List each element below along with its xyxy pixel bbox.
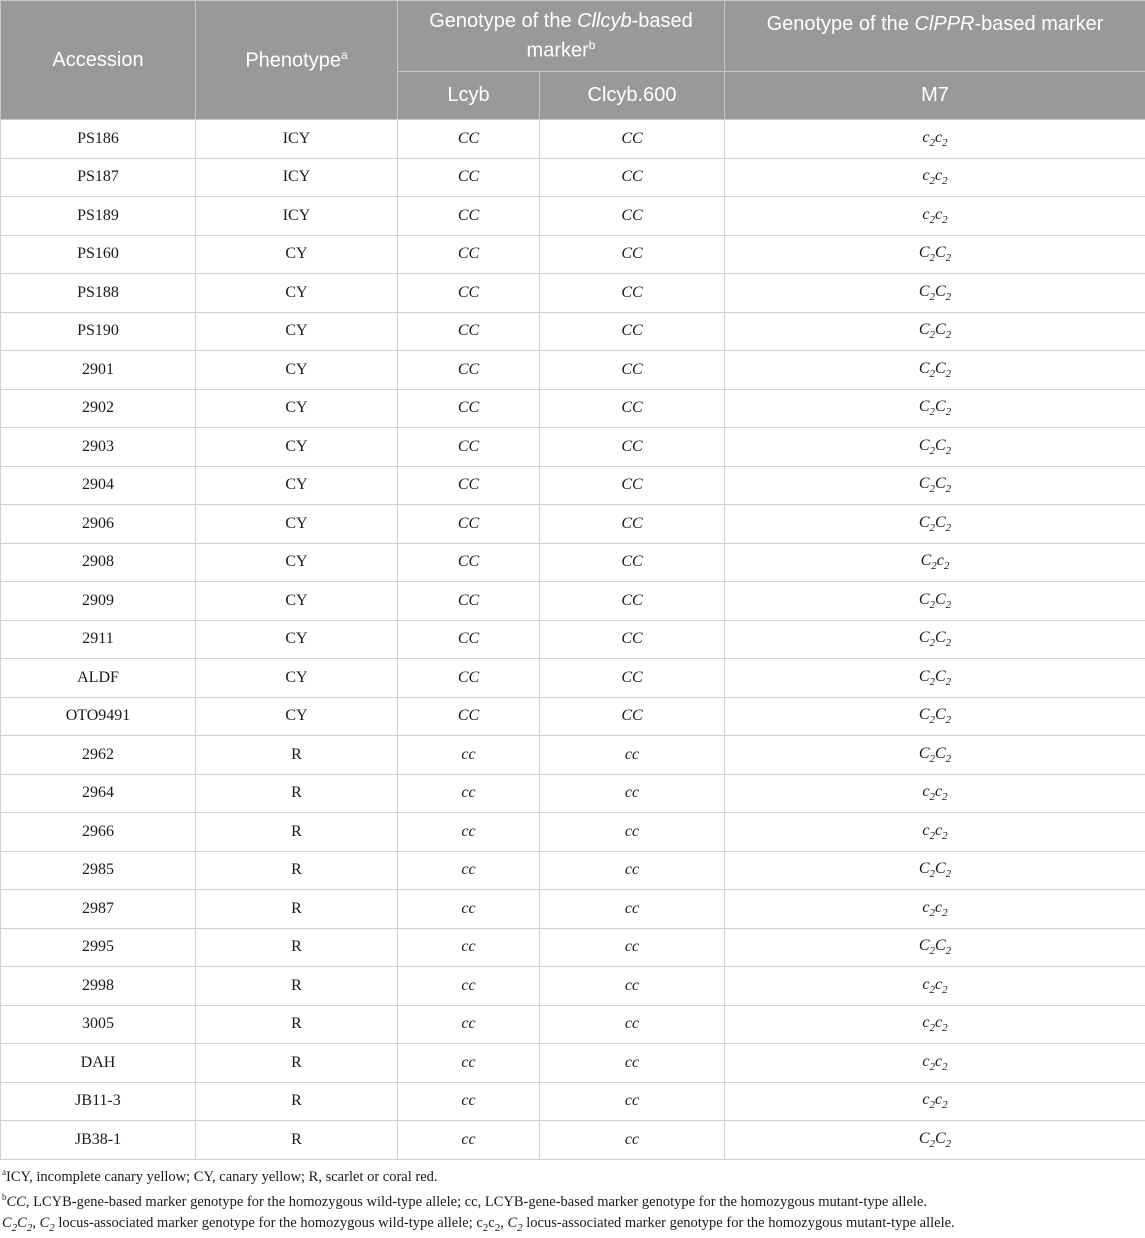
cell-accession: PS190: [1, 312, 196, 351]
table-row: [1, 312, 1145, 351]
cell-lcyb: CC: [398, 274, 540, 313]
cell-clcyb600: CC: [540, 120, 725, 159]
cell-clcyb600: cc: [540, 851, 725, 890]
footnote-b: $^b$CC, LCYB-gene-based marker genotype for the homozygous wild-type allele; cc, LCYB-gene-based marker genotype for the homozygous mutant-type allele.: [2, 1187, 1142, 1212]
cell-clcyb600: CC: [540, 697, 725, 736]
cell-clcyb600: cc: [540, 890, 725, 929]
cell-phenotype: R: [196, 967, 398, 1006]
cell-phenotype: R: [196, 928, 398, 967]
cell-clcyb600: CC: [540, 505, 725, 544]
cell-lcyb: cc: [398, 1121, 540, 1160]
cell-phenotype: R: [196, 1005, 398, 1044]
table-row: [1, 620, 1145, 659]
cell-accession: 2962: [1, 736, 196, 775]
cell-phenotype: R: [196, 1121, 398, 1160]
cell-clcyb600: cc: [540, 1005, 725, 1044]
cell-accession: PS186: [1, 120, 196, 159]
header-lcyb: Lcyb: [398, 72, 540, 120]
cell-phenotype: ICY: [196, 120, 398, 159]
cell-m7: $c_2c_2$: [725, 774, 1145, 813]
table-row: [1, 274, 1145, 313]
cell-accession: PS188: [1, 274, 196, 313]
cell-accession: 3005: [1, 1005, 196, 1044]
cell-accession: 2998: [1, 967, 196, 1006]
cell-m7: $C_2C_2$: [725, 312, 1145, 351]
table-row: [1, 928, 1145, 967]
cell-m7: $C_2C_2$: [725, 620, 1145, 659]
cell-lcyb: cc: [398, 1005, 540, 1044]
cell-clcyb600: CC: [540, 582, 725, 621]
cell-lcyb: cc: [398, 1082, 540, 1121]
cell-accession: 2902: [1, 389, 196, 428]
cell-m7: $C_2C_2$: [725, 928, 1145, 967]
cell-lcyb: cc: [398, 774, 540, 813]
cell-accession: 2904: [1, 466, 196, 505]
cell-clcyb600: CC: [540, 197, 725, 236]
cell-accession: 2906: [1, 505, 196, 544]
cell-phenotype: CY: [196, 351, 398, 390]
cell-lcyb: CC: [398, 697, 540, 736]
cell-lcyb: CC: [398, 351, 540, 390]
cell-lcyb: CC: [398, 158, 540, 197]
cell-accession: 2901: [1, 351, 196, 390]
cell-m7: $C_2C_2$: [725, 274, 1145, 313]
table-row: [1, 851, 1145, 890]
cell-accession: 2908: [1, 543, 196, 582]
cell-phenotype: R: [196, 813, 398, 852]
cell-accession: 2987: [1, 890, 196, 929]
cell-m7: $c_2c_2$: [725, 197, 1145, 236]
header-m7: M7: [725, 72, 1145, 120]
cell-accession: PS160: [1, 235, 196, 274]
cell-phenotype: CY: [196, 505, 398, 544]
table-row: [1, 697, 1145, 736]
header-phenotype: Phenotype$^a$: [196, 1, 398, 120]
cell-accession: 2903: [1, 428, 196, 467]
cell-lcyb: CC: [398, 505, 540, 544]
table-row: [1, 890, 1145, 929]
cell-phenotype: CY: [196, 543, 398, 582]
cell-lcyb: cc: [398, 967, 540, 1006]
cell-lcyb: CC: [398, 197, 540, 236]
cell-m7: $c_2c_2$: [725, 967, 1145, 1006]
cell-m7: $C_2C_2$: [725, 235, 1145, 274]
footnote-c: $C_2C_2$, $C_2$ locus-associated marker genotype for the homozygous wild-type allele; $c_2c_2$, $C_2$ locus-associated marker genotype for the homozygous mutant-type allele.: [2, 1213, 1142, 1238]
cell-lcyb: cc: [398, 890, 540, 929]
table-row: [1, 505, 1145, 544]
table-row: [1, 1121, 1145, 1160]
cell-phenotype: ICY: [196, 158, 398, 197]
cell-accession: OTO9491: [1, 697, 196, 736]
cell-phenotype: CY: [196, 274, 398, 313]
table-row: [1, 466, 1145, 505]
table-row: [1, 1082, 1145, 1121]
cell-clcyb600: CC: [540, 274, 725, 313]
cell-accession: 2995: [1, 928, 196, 967]
cell-lcyb: CC: [398, 466, 540, 505]
cell-phenotype: R: [196, 890, 398, 929]
cell-clcyb600: cc: [540, 967, 725, 1006]
table-row: [1, 428, 1145, 467]
cell-m7: $c_2c_2$: [725, 1082, 1145, 1121]
cell-accession: DAH: [1, 1044, 196, 1083]
cell-m7: $C_2C_2$: [725, 505, 1145, 544]
cell-phenotype: R: [196, 1044, 398, 1083]
table-row: [1, 659, 1145, 698]
cell-lcyb: CC: [398, 582, 540, 621]
table-row: [1, 813, 1145, 852]
cell-phenotype: CY: [196, 620, 398, 659]
cell-lcyb: CC: [398, 389, 540, 428]
cell-phenotype: CY: [196, 235, 398, 274]
table-footnotes: [2, 1162, 1142, 1238]
table-row: [1, 967, 1145, 1006]
cell-phenotype: CY: [196, 466, 398, 505]
table-row: [1, 351, 1145, 390]
cell-clcyb600: CC: [540, 312, 725, 351]
cell-phenotype: CY: [196, 389, 398, 428]
cell-accession: JB11-3: [1, 1082, 196, 1121]
table-row: [1, 543, 1145, 582]
cell-m7: $c_2c_2$: [725, 120, 1145, 159]
cell-lcyb: cc: [398, 1044, 540, 1083]
cell-clcyb600: CC: [540, 659, 725, 698]
cell-clcyb600: cc: [540, 1121, 725, 1160]
cell-accession: 2911: [1, 620, 196, 659]
cell-m7: $C_2C_2$: [725, 389, 1145, 428]
table-row: [1, 197, 1145, 236]
cell-m7: $C_2C_2$: [725, 851, 1145, 890]
cell-lcyb: cc: [398, 928, 540, 967]
cell-m7: $C_2C_2$: [725, 659, 1145, 698]
cell-lcyb: CC: [398, 428, 540, 467]
table-row: [1, 1005, 1145, 1044]
table-row: [1, 774, 1145, 813]
cell-accession: 2966: [1, 813, 196, 852]
footnote-a: $^a$ICY, incomplete canary yellow; CY, canary yellow; R, scarlet or coral red.: [2, 1162, 1142, 1187]
cell-m7: $c_2c_2$: [725, 1005, 1145, 1044]
cell-m7: $C_2c_2$: [725, 543, 1145, 582]
cell-m7: $C_2C_2$: [725, 466, 1145, 505]
cell-lcyb: CC: [398, 235, 540, 274]
cell-phenotype: R: [196, 1082, 398, 1121]
cell-lcyb: cc: [398, 813, 540, 852]
cell-phenotype: CY: [196, 428, 398, 467]
cell-m7: $c_2c_2$: [725, 890, 1145, 929]
cell-accession: 2964: [1, 774, 196, 813]
cell-m7: $C_2C_2$: [725, 582, 1145, 621]
cell-phenotype: CY: [196, 697, 398, 736]
cell-m7: $C_2C_2$: [725, 351, 1145, 390]
cell-clcyb600: cc: [540, 736, 725, 775]
cell-phenotype: R: [196, 736, 398, 775]
cell-clcyb600: CC: [540, 428, 725, 467]
cell-m7: $C_2C_2$: [725, 1121, 1145, 1160]
cell-lcyb: CC: [398, 120, 540, 159]
table-row: [1, 158, 1145, 197]
cell-m7: $c_2c_2$: [725, 158, 1145, 197]
table-row: [1, 1044, 1145, 1083]
header-accession: Accession: [1, 1, 196, 120]
cell-accession: PS187: [1, 158, 196, 197]
cell-clcyb600: cc: [540, 774, 725, 813]
table-row: [1, 389, 1145, 428]
table-row: [1, 120, 1145, 159]
header-clcyb600: Clcyb.600: [540, 72, 725, 120]
cell-clcyb600: CC: [540, 158, 725, 197]
cell-accession: 2909: [1, 582, 196, 621]
cell-clcyb600: CC: [540, 351, 725, 390]
header-cllcyb-marker-group: Genotype of the Cllcyb-based marker$^b$: [398, 1, 725, 72]
cell-phenotype: CY: [196, 582, 398, 621]
cell-lcyb: CC: [398, 543, 540, 582]
cell-clcyb600: CC: [540, 466, 725, 505]
table-row: [1, 582, 1145, 621]
cell-phenotype: R: [196, 851, 398, 890]
cell-m7: $c_2c_2$: [725, 813, 1145, 852]
cell-clcyb600: cc: [540, 1044, 725, 1083]
cell-phenotype: CY: [196, 659, 398, 698]
cell-clcyb600: CC: [540, 389, 725, 428]
cell-lcyb: CC: [398, 659, 540, 698]
cell-lcyb: cc: [398, 851, 540, 890]
cell-lcyb: CC: [398, 312, 540, 351]
cell-clcyb600: cc: [540, 928, 725, 967]
cell-m7: $C_2C_2$: [725, 428, 1145, 467]
cell-clcyb600: cc: [540, 813, 725, 852]
cell-accession: JB38-1: [1, 1121, 196, 1160]
cell-lcyb: cc: [398, 736, 540, 775]
cell-accession: ALDF: [1, 659, 196, 698]
cell-clcyb600: CC: [540, 543, 725, 582]
cell-clcyb600: CC: [540, 620, 725, 659]
cell-m7: $C_2C_2$: [725, 697, 1145, 736]
cell-accession: 2985: [1, 851, 196, 890]
cell-accession: PS189: [1, 197, 196, 236]
cell-phenotype: CY: [196, 312, 398, 351]
table-row: [1, 235, 1145, 274]
cell-phenotype: ICY: [196, 197, 398, 236]
cell-phenotype: R: [196, 774, 398, 813]
cell-clcyb600: CC: [540, 235, 725, 274]
cell-m7: $c_2c_2$: [725, 1044, 1145, 1083]
cell-lcyb: CC: [398, 620, 540, 659]
cell-m7: $C_2C_2$: [725, 736, 1145, 775]
cell-clcyb600: cc: [540, 1082, 725, 1121]
header-clppr-marker-group: Genotype of the ClPPR-based marker: [725, 1, 1145, 72]
table-row: [1, 736, 1145, 775]
